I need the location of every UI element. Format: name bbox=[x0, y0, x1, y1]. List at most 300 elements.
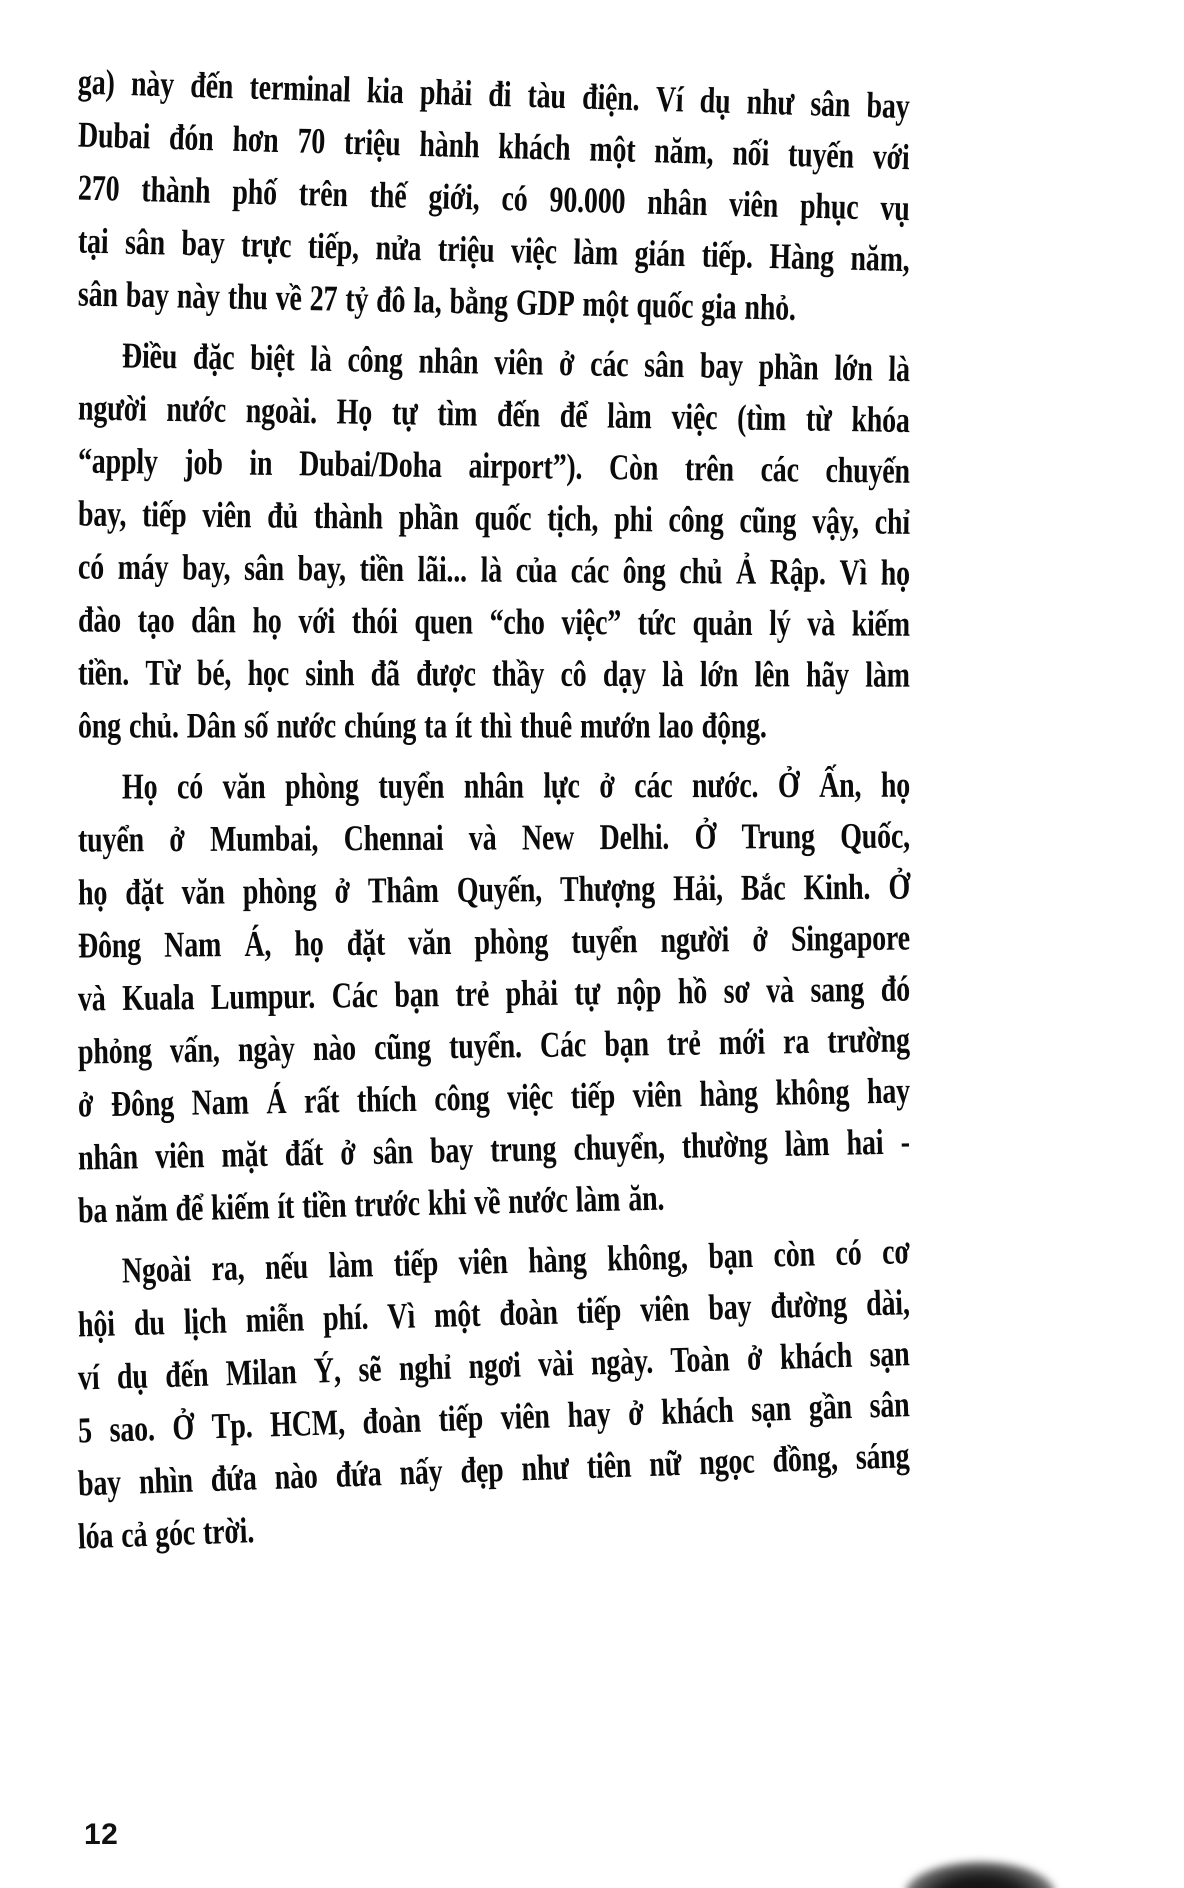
word: Lumpur. bbox=[210, 975, 316, 1018]
word: cũng bbox=[373, 1026, 432, 1068]
word: tiền. bbox=[77, 652, 130, 694]
word: Hàng bbox=[768, 236, 835, 278]
word: và bbox=[77, 978, 106, 1019]
word: tàu bbox=[527, 75, 567, 117]
word: thì bbox=[479, 705, 512, 747]
word: trung bbox=[489, 1128, 557, 1171]
word: Dubai/Doha bbox=[298, 443, 443, 486]
word: bay, bbox=[181, 547, 231, 589]
word: tuyển bbox=[378, 765, 445, 807]
word: tạo bbox=[137, 600, 175, 641]
word: đoàn bbox=[361, 1399, 422, 1442]
word: là bbox=[662, 654, 684, 695]
word: sẽ bbox=[357, 1348, 382, 1390]
paragraph bbox=[77, 56, 911, 329]
word: 270 bbox=[77, 167, 120, 210]
word: ít bbox=[276, 1185, 295, 1227]
word: hay bbox=[566, 1393, 612, 1436]
word: tiền bbox=[359, 548, 405, 590]
word: sân bbox=[243, 547, 285, 589]
word: tiếp bbox=[576, 1290, 622, 1332]
word: miễn bbox=[245, 1298, 305, 1341]
word: mướn bbox=[579, 705, 651, 747]
word: chủ bbox=[679, 551, 723, 592]
word: công bbox=[668, 499, 724, 541]
word: ông bbox=[77, 705, 121, 747]
word: đứa bbox=[334, 1453, 383, 1496]
word: Các bbox=[539, 1024, 587, 1066]
word: Vì bbox=[839, 552, 868, 593]
word: nhân bbox=[77, 1136, 139, 1178]
word: Á bbox=[265, 1081, 287, 1122]
word: đào bbox=[77, 599, 122, 641]
word: công bbox=[433, 1077, 490, 1119]
word: có bbox=[501, 178, 529, 220]
word: đã bbox=[370, 653, 400, 694]
word: phải bbox=[505, 972, 559, 1014]
word: cũng bbox=[739, 500, 797, 542]
word: thành bbox=[140, 169, 211, 212]
word: nấy bbox=[398, 1451, 444, 1493]
word: Ví bbox=[655, 78, 685, 120]
word: - bbox=[900, 1121, 911, 1163]
word: bay bbox=[707, 1286, 752, 1329]
word: việc bbox=[671, 396, 718, 438]
word: Các bbox=[331, 975, 378, 1016]
word: sinh bbox=[305, 653, 355, 694]
word: hội bbox=[77, 1303, 116, 1345]
word: tự bbox=[391, 392, 418, 434]
word: lao bbox=[658, 705, 694, 747]
word: ở bbox=[558, 343, 575, 384]
word: làm bbox=[865, 654, 910, 696]
word: dân bbox=[191, 600, 236, 641]
word: khách bbox=[497, 126, 572, 169]
word: làm bbox=[328, 1244, 374, 1286]
word: họ bbox=[880, 552, 911, 594]
word: ở bbox=[334, 870, 351, 912]
word: Toàn bbox=[669, 1338, 730, 1381]
word: hay bbox=[866, 1070, 911, 1112]
word: 27 bbox=[309, 278, 338, 320]
word: chúng bbox=[343, 705, 417, 747]
word: thu bbox=[227, 276, 269, 318]
word: có bbox=[176, 766, 204, 807]
word: Dân bbox=[186, 705, 236, 747]
word: kia bbox=[366, 70, 405, 112]
word: kiếm bbox=[851, 603, 911, 645]
word: vậy, bbox=[812, 501, 860, 542]
word: Ở bbox=[777, 765, 800, 806]
word: của bbox=[515, 549, 558, 591]
word: đồng, bbox=[771, 1437, 839, 1481]
word: Ngoài bbox=[121, 1248, 192, 1291]
word: văn bbox=[222, 766, 266, 807]
word: nghỉ bbox=[398, 1346, 452, 1389]
word: đặt bbox=[346, 922, 386, 964]
word: được bbox=[416, 653, 476, 695]
word: bay bbox=[125, 274, 170, 316]
word: thói bbox=[351, 601, 398, 642]
word: sơ bbox=[723, 970, 750, 1012]
word: ra, bbox=[211, 1247, 245, 1289]
word: viên bbox=[639, 1288, 690, 1330]
word: sân bbox=[372, 1131, 414, 1173]
word: hàng bbox=[699, 1073, 759, 1115]
word: rất bbox=[303, 1080, 340, 1122]
word: nhân bbox=[646, 181, 708, 224]
word: ngơi bbox=[467, 1344, 522, 1387]
word: công bbox=[347, 339, 404, 381]
word: trẻ bbox=[666, 1022, 701, 1064]
word: ra bbox=[782, 1021, 810, 1062]
word: Tp. bbox=[211, 1405, 254, 1447]
word: vấn, bbox=[169, 1029, 220, 1071]
word: ở bbox=[339, 1132, 357, 1173]
word: bạn bbox=[394, 974, 440, 1016]
word: việc bbox=[510, 230, 558, 272]
word: ba bbox=[77, 1190, 108, 1231]
word: đón bbox=[168, 117, 215, 159]
word: bay bbox=[181, 223, 225, 265]
word: thầy bbox=[491, 653, 545, 695]
thumb-shadow bbox=[905, 1862, 1055, 1888]
word: chuyển, bbox=[573, 1126, 666, 1169]
word: đất bbox=[284, 1132, 324, 1174]
word: ở bbox=[169, 819, 185, 860]
word: ngoài. bbox=[245, 390, 318, 432]
word: đến bbox=[496, 393, 541, 435]
word: sáng bbox=[854, 1435, 911, 1478]
text-column bbox=[78, 56, 910, 1564]
word: này bbox=[176, 275, 221, 317]
word: sân bbox=[643, 344, 685, 386]
word: số bbox=[243, 705, 269, 747]
word: phòng bbox=[285, 766, 359, 807]
word: trẻ bbox=[455, 973, 490, 1015]
word: thích bbox=[356, 1078, 417, 1121]
word: chuyến bbox=[825, 449, 911, 492]
word: nếu bbox=[264, 1246, 309, 1288]
word: viên bbox=[202, 494, 252, 536]
word: khách bbox=[660, 1389, 735, 1433]
word: tịch, bbox=[547, 498, 599, 540]
word: ở bbox=[77, 1084, 94, 1125]
word: tiếp bbox=[570, 1075, 616, 1117]
word: ăn. bbox=[627, 1177, 665, 1219]
word: Hải, bbox=[672, 868, 724, 909]
word: Trung bbox=[741, 816, 815, 857]
word: nộp bbox=[616, 971, 662, 1013]
word: phục bbox=[799, 185, 859, 228]
word: chỉ bbox=[874, 501, 911, 543]
word: ngày. bbox=[590, 1340, 654, 1383]
word: ít bbox=[455, 705, 472, 747]
word: Họ bbox=[121, 766, 158, 807]
word: phỏng bbox=[77, 1030, 152, 1072]
word: là bbox=[888, 348, 911, 390]
word: sân bbox=[809, 83, 851, 125]
word: Còn bbox=[608, 447, 659, 489]
word: các bbox=[570, 550, 610, 591]
word: việc bbox=[506, 1076, 554, 1118]
word: một bbox=[582, 283, 629, 325]
word: viên bbox=[458, 1241, 509, 1283]
word: job bbox=[184, 442, 223, 483]
word: tuyển bbox=[571, 920, 638, 962]
word: viên bbox=[632, 1074, 683, 1116]
word: “cho bbox=[489, 601, 545, 643]
word: không, bbox=[606, 1236, 689, 1280]
word: tuyến bbox=[787, 134, 855, 177]
word: bạn bbox=[603, 1023, 650, 1065]
word: tiền bbox=[301, 1184, 347, 1227]
word: phi bbox=[614, 499, 653, 540]
word: với bbox=[872, 136, 911, 178]
word: kiếm bbox=[210, 1186, 270, 1229]
word: Rập. bbox=[769, 551, 826, 593]
word: triệu bbox=[343, 121, 402, 164]
word: nhìn bbox=[138, 1459, 194, 1502]
word: Ý, bbox=[313, 1350, 342, 1392]
word: tiếp, bbox=[307, 225, 360, 268]
word: làm bbox=[606, 395, 653, 437]
word: ngày bbox=[237, 1028, 295, 1070]
word: Quốc, bbox=[840, 815, 911, 857]
word: gián bbox=[634, 233, 686, 275]
word: Chennai bbox=[343, 817, 444, 859]
word: dụ bbox=[116, 1355, 149, 1397]
word: hồ bbox=[677, 971, 708, 1012]
word: trời. bbox=[202, 1510, 255, 1553]
word: Ở bbox=[171, 1407, 195, 1448]
word: du bbox=[133, 1302, 166, 1344]
word: hơn bbox=[231, 118, 280, 161]
word: phần bbox=[398, 496, 459, 538]
word: triệu bbox=[437, 228, 495, 271]
word: họ bbox=[77, 872, 108, 913]
word: quốc bbox=[474, 497, 532, 539]
word: tuyển bbox=[77, 819, 144, 860]
word: biệt bbox=[249, 337, 295, 379]
word: nước bbox=[507, 1179, 569, 1222]
word: trên bbox=[684, 448, 735, 490]
word: bạn bbox=[707, 1235, 754, 1277]
word: airport”). bbox=[468, 445, 583, 488]
word: và bbox=[807, 603, 836, 644]
word: ở bbox=[599, 765, 615, 806]
word: Dubai bbox=[77, 114, 151, 157]
word: các bbox=[634, 765, 673, 806]
word: nhân bbox=[463, 765, 524, 807]
word: nước. bbox=[691, 765, 759, 806]
word: GDP bbox=[515, 282, 575, 324]
word: 5 bbox=[77, 1410, 93, 1451]
word: sân bbox=[77, 273, 119, 315]
word: quản bbox=[692, 602, 753, 644]
word: dụ bbox=[699, 80, 732, 122]
word: Nam bbox=[163, 924, 222, 966]
word: tìm bbox=[437, 393, 478, 434]
word: bay bbox=[77, 1462, 122, 1504]
word: điện. bbox=[581, 76, 641, 119]
word: đô bbox=[375, 279, 406, 321]
paragraph bbox=[78, 761, 910, 1238]
word: tuyển. bbox=[448, 1025, 523, 1067]
word: Mumbai, bbox=[209, 818, 319, 860]
word: là bbox=[480, 549, 503, 591]
word: dài, bbox=[865, 1282, 911, 1324]
word: trên bbox=[298, 173, 349, 215]
word: như bbox=[746, 81, 795, 124]
word: sang bbox=[810, 969, 865, 1011]
word: về bbox=[473, 1181, 501, 1223]
word: viên bbox=[500, 1395, 551, 1438]
word: (tìm bbox=[736, 397, 787, 439]
word: nào bbox=[273, 1455, 319, 1498]
word: lãi... bbox=[417, 549, 468, 590]
word: New bbox=[521, 817, 575, 858]
word: mới bbox=[718, 1021, 766, 1063]
word: sao. bbox=[108, 1408, 156, 1450]
word: như bbox=[520, 1446, 570, 1489]
word: 90.000 bbox=[549, 179, 626, 222]
word: năm bbox=[114, 1188, 168, 1231]
word: lớn bbox=[699, 654, 739, 695]
word: nhân bbox=[418, 340, 479, 382]
word: dạy bbox=[602, 654, 646, 695]
word: bay bbox=[699, 345, 744, 387]
word: hãy bbox=[805, 654, 850, 696]
word: ở bbox=[752, 919, 768, 960]
word: 70 bbox=[296, 120, 326, 162]
word: đó bbox=[880, 968, 911, 1010]
word: phần bbox=[758, 346, 819, 388]
word: Milan bbox=[225, 1351, 297, 1394]
word: tức bbox=[637, 602, 676, 644]
word: khách bbox=[779, 1335, 853, 1378]
word: còn bbox=[772, 1233, 816, 1275]
word: tiếp bbox=[438, 1397, 484, 1440]
word: Ả bbox=[735, 551, 757, 593]
word: phải bbox=[419, 71, 473, 114]
word: hành bbox=[418, 124, 480, 166]
word: khi bbox=[427, 1182, 467, 1224]
word: đường bbox=[769, 1284, 848, 1327]
word: học bbox=[247, 653, 290, 694]
word: lịch bbox=[183, 1300, 228, 1343]
word: Singapore bbox=[790, 917, 911, 960]
word: không bbox=[775, 1071, 850, 1114]
word: trường bbox=[827, 1019, 911, 1062]
word: hai bbox=[846, 1122, 884, 1164]
word: ví bbox=[77, 1357, 100, 1398]
word: hàng bbox=[527, 1239, 588, 1281]
word: từ bbox=[805, 398, 832, 440]
word: thuê bbox=[519, 705, 572, 747]
word: thành bbox=[313, 496, 384, 538]
word: nữ bbox=[648, 1443, 682, 1485]
word: vụ bbox=[879, 187, 911, 229]
word: nửa bbox=[375, 227, 422, 269]
word: ngọc bbox=[698, 1440, 756, 1483]
word: giới, bbox=[428, 176, 481, 218]
word: bay, bbox=[297, 548, 347, 590]
word: viên bbox=[154, 1135, 205, 1177]
word: Vì bbox=[386, 1295, 416, 1337]
word: lý bbox=[769, 603, 791, 644]
word: Điều bbox=[121, 335, 178, 377]
word: ông bbox=[622, 550, 666, 592]
word: và bbox=[765, 970, 795, 1011]
word: “apply bbox=[77, 440, 158, 482]
word: người bbox=[77, 387, 147, 430]
word: để bbox=[559, 394, 588, 436]
word: bay, bbox=[77, 493, 127, 535]
word: phố bbox=[231, 171, 278, 213]
word: thường bbox=[681, 1124, 768, 1167]
word: đến bbox=[164, 1353, 209, 1396]
word: Đông bbox=[110, 1083, 175, 1125]
word: ở bbox=[746, 1337, 763, 1379]
word: nhỏ. bbox=[744, 286, 797, 329]
word: cả bbox=[120, 1514, 148, 1556]
word: góc bbox=[154, 1512, 196, 1555]
word: viên bbox=[728, 183, 779, 226]
word: bằng bbox=[449, 281, 509, 323]
word: Từ bbox=[145, 652, 181, 694]
word: các bbox=[589, 343, 629, 385]
word: ta bbox=[424, 705, 448, 747]
word: Kuala bbox=[121, 977, 195, 1019]
word: họ bbox=[252, 600, 282, 642]
word: năm, bbox=[653, 130, 715, 173]
word: Ở bbox=[694, 816, 717, 858]
word: năm, bbox=[850, 237, 911, 280]
word: Nam bbox=[191, 1081, 249, 1124]
word: với bbox=[298, 600, 336, 642]
word: bé, bbox=[196, 653, 232, 694]
word: Bắc bbox=[740, 867, 786, 909]
word: cơ bbox=[881, 1231, 911, 1273]
word: này bbox=[130, 63, 175, 105]
word: thế bbox=[369, 174, 408, 217]
word: Quyến, bbox=[456, 869, 543, 911]
word: Kinh. bbox=[803, 867, 871, 908]
word: có bbox=[835, 1232, 863, 1274]
word: chủ. bbox=[128, 705, 179, 747]
word: sân bbox=[124, 221, 166, 263]
word: người bbox=[660, 919, 730, 961]
word: Thượng bbox=[559, 868, 656, 910]
word: nước bbox=[276, 705, 336, 747]
word: Delhi. bbox=[599, 816, 670, 858]
word: làm bbox=[784, 1123, 830, 1165]
word: la, bbox=[413, 280, 443, 322]
word: đủ bbox=[266, 495, 299, 537]
word: trực bbox=[240, 224, 292, 266]
word: sạn bbox=[750, 1388, 792, 1430]
word: viên bbox=[493, 341, 544, 384]
word: tại bbox=[77, 220, 109, 262]
word: gia bbox=[700, 286, 737, 328]
word: khóa bbox=[851, 399, 911, 441]
word: văn bbox=[181, 871, 225, 913]
word: việc” bbox=[561, 602, 622, 643]
word: mặt bbox=[221, 1134, 268, 1176]
word: ga) bbox=[77, 61, 116, 104]
word: phòng bbox=[474, 921, 549, 963]
